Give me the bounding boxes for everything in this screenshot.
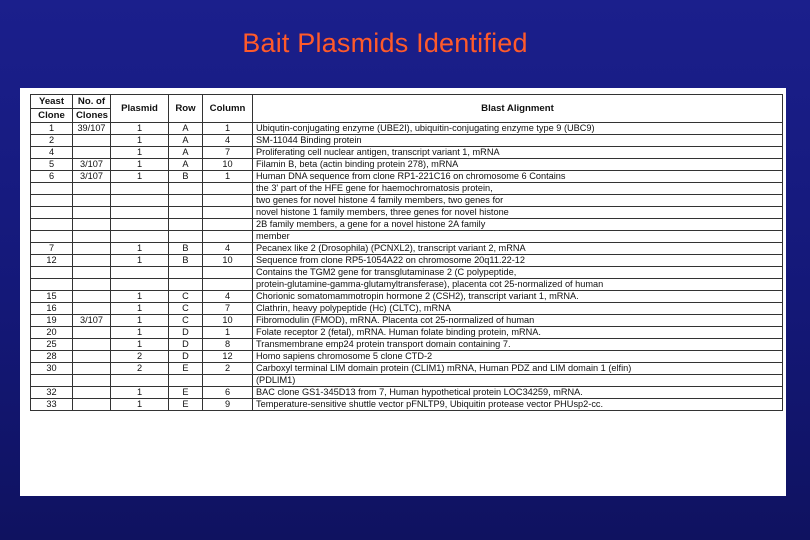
cell-no-of-clones — [73, 351, 111, 363]
cell-plasmid: 1 — [111, 159, 169, 171]
cell-row: E — [169, 363, 203, 375]
cell-no-of-clones — [73, 207, 111, 219]
cell-yeast-clone: 28 — [31, 351, 73, 363]
table-row — [31, 195, 783, 207]
cell-plasmid: 1 — [111, 315, 169, 327]
table-row — [31, 147, 783, 159]
table-row — [31, 267, 783, 279]
cell-row: A — [169, 123, 203, 135]
cell-blast-alignment: Folate receptor 2 (fetal), mRNA. Human folate binding protein, mRNA. — [253, 327, 783, 339]
cell-column: 2 — [203, 363, 253, 375]
cell-yeast-clone — [31, 195, 73, 207]
cell-blast-alignment: Pecanex like 2 (Drosophila) (PCNXL2), transcript variant 2, mRNA — [253, 243, 783, 255]
cell-column — [203, 207, 253, 219]
table-header — [31, 95, 783, 123]
cell-column — [203, 183, 253, 195]
cell-yeast-clone: 32 — [31, 387, 73, 399]
table-row — [31, 399, 783, 411]
cell-blast-alignment: Carboxyl terminal LIM domain protein (CLIM1) mRNA, Human PDZ and LIM domain 1 (elfin) — [253, 363, 783, 375]
cell-row — [169, 183, 203, 195]
table-row — [31, 255, 783, 267]
cell-no-of-clones: 39/107 — [73, 123, 111, 135]
cell-yeast-clone: 5 — [31, 159, 73, 171]
table-row — [31, 183, 783, 195]
cell-yeast-clone — [31, 207, 73, 219]
cell-plasmid — [111, 231, 169, 243]
cell-column — [203, 195, 253, 207]
cell-row: D — [169, 327, 203, 339]
cell-blast-alignment: Transmembrane emp24 protein transport domain containing 7. — [253, 339, 783, 351]
cell-column — [203, 219, 253, 231]
cell-yeast-clone — [31, 375, 73, 387]
table-row — [31, 231, 783, 243]
cell-blast-alignment: Fibromodulin (FMOD), mRNA. Placenta cot 25-normalized of human — [253, 315, 783, 327]
cell-column: 8 — [203, 339, 253, 351]
cell-no-of-clones: 3/107 — [73, 159, 111, 171]
cell-yeast-clone: 12 — [31, 255, 73, 267]
cell-yeast-clone — [31, 183, 73, 195]
table-row — [31, 123, 783, 135]
cell-blast-alignment: Ubiqutin-conjugating enzyme (UBE2I), ubiquitin-conjugating enzyme type 9 (UBC9) — [253, 123, 783, 135]
cell-plasmid — [111, 279, 169, 291]
cell-blast-alignment: novel histone 1 family members, three genes for novel histone — [253, 207, 783, 219]
cell-yeast-clone — [31, 219, 73, 231]
cell-blast-alignment: Sequence from clone RP5-1054A22 on chromosome 20q11.22-12 — [253, 255, 783, 267]
cell-plasmid — [111, 207, 169, 219]
cell-blast-alignment: Contains the TGM2 gene for transglutaminase 2 (C polypeptide, — [253, 267, 783, 279]
cell-row: D — [169, 339, 203, 351]
cell-row — [169, 279, 203, 291]
cell-yeast-clone — [31, 267, 73, 279]
cell-row: B — [169, 243, 203, 255]
cell-column: 6 — [203, 387, 253, 399]
header-yeast-clone: Yeast — [31, 95, 73, 109]
header-blast-alignment: Blast Alignment — [253, 95, 783, 123]
table-row — [31, 303, 783, 315]
cell-yeast-clone: 1 — [31, 123, 73, 135]
cell-no-of-clones — [73, 195, 111, 207]
cell-column — [203, 279, 253, 291]
cell-no-of-clones — [73, 243, 111, 255]
table-row — [31, 171, 783, 183]
cell-blast-alignment: protein-glutamine-gamma-glutamyltransferase), placenta cot 25-normalized of human — [253, 279, 783, 291]
cell-plasmid — [111, 183, 169, 195]
cell-plasmid — [111, 219, 169, 231]
cell-plasmid: 2 — [111, 351, 169, 363]
cell-blast-alignment: Temperature-sensitive shuttle vector pFNLTP9, Ubiquitin protease vector PHUsp2-cc. — [253, 399, 783, 411]
cell-plasmid: 1 — [111, 387, 169, 399]
cell-blast-alignment: BAC clone GS1-345D13 from 7, Human hypothetical protein LOC34259, mRNA. — [253, 387, 783, 399]
cell-blast-alignment: the 3' part of the HFE gene for haemochromatosis protein, — [253, 183, 783, 195]
cell-row — [169, 267, 203, 279]
table-body — [31, 123, 783, 411]
table-row — [31, 375, 783, 387]
cell-plasmid — [111, 267, 169, 279]
cell-no-of-clones — [73, 255, 111, 267]
cell-no-of-clones — [73, 303, 111, 315]
cell-no-of-clones — [73, 291, 111, 303]
cell-column: 1 — [203, 123, 253, 135]
header-no-of-clones: No. of — [73, 95, 111, 109]
cell-yeast-clone — [31, 231, 73, 243]
cell-column: 1 — [203, 171, 253, 183]
cell-column: 1 — [203, 327, 253, 339]
cell-no-of-clones — [73, 231, 111, 243]
cell-row: B — [169, 171, 203, 183]
cell-yeast-clone: 15 — [31, 291, 73, 303]
table-row — [31, 219, 783, 231]
cell-no-of-clones — [73, 387, 111, 399]
cell-column: 7 — [203, 303, 253, 315]
cell-blast-alignment: Filamin B, beta (actin binding protein 278), mRNA — [253, 159, 783, 171]
cell-yeast-clone — [31, 279, 73, 291]
cell-plasmid: 1 — [111, 147, 169, 159]
cell-column: 4 — [203, 291, 253, 303]
cell-plasmid: 1 — [111, 243, 169, 255]
cell-blast-alignment: Proliferating cell nuclear antigen, transcript variant 1, mRNA — [253, 147, 783, 159]
cell-column: 4 — [203, 135, 253, 147]
cell-row — [169, 195, 203, 207]
cell-column — [203, 375, 253, 387]
cell-yeast-clone: 33 — [31, 399, 73, 411]
table-row — [31, 327, 783, 339]
table-row — [31, 315, 783, 327]
cell-no-of-clones — [73, 399, 111, 411]
cell-row — [169, 219, 203, 231]
cell-plasmid: 1 — [111, 399, 169, 411]
cell-no-of-clones — [73, 339, 111, 351]
table-row — [31, 363, 783, 375]
cell-row — [169, 231, 203, 243]
cell-column: 10 — [203, 159, 253, 171]
cell-yeast-clone: 20 — [31, 327, 73, 339]
cell-blast-alignment: 2B family members, a gene for a novel histone 2A family — [253, 219, 783, 231]
cell-column: 9 — [203, 399, 253, 411]
cell-row: B — [169, 255, 203, 267]
cell-blast-alignment: SM-11044 Binding protein — [253, 135, 783, 147]
cell-blast-alignment: Clathrin, heavy polypeptide (Hc) (CLTC), mRNA — [253, 303, 783, 315]
cell-plasmid: 1 — [111, 303, 169, 315]
cell-column — [203, 231, 253, 243]
bait-plasmid-table — [30, 94, 783, 411]
cell-yeast-clone: 19 — [31, 315, 73, 327]
cell-plasmid: 1 — [111, 339, 169, 351]
cell-yeast-clone: 16 — [31, 303, 73, 315]
cell-yeast-clone: 25 — [31, 339, 73, 351]
cell-no-of-clones — [73, 363, 111, 375]
cell-no-of-clones — [73, 375, 111, 387]
cell-blast-alignment: Chorionic somatomammotropin hormone 2 (CSH2), transcript variant 1, mRNA. — [253, 291, 783, 303]
header-yeast-clone-line2: Clone — [31, 109, 73, 123]
cell-column — [203, 267, 253, 279]
cell-no-of-clones — [73, 135, 111, 147]
cell-row: C — [169, 315, 203, 327]
cell-no-of-clones — [73, 183, 111, 195]
cell-no-of-clones — [73, 147, 111, 159]
cell-no-of-clones: 3/107 — [73, 171, 111, 183]
cell-blast-alignment: (PDLIM1) — [253, 375, 783, 387]
cell-row: A — [169, 135, 203, 147]
cell-plasmid: 1 — [111, 291, 169, 303]
document-page — [20, 88, 786, 496]
table-row — [31, 339, 783, 351]
cell-yeast-clone: 4 — [31, 147, 73, 159]
cell-plasmid — [111, 195, 169, 207]
cell-yeast-clone: 7 — [31, 243, 73, 255]
cell-plasmid: 1 — [111, 123, 169, 135]
cell-row — [169, 375, 203, 387]
header-row: Row — [169, 95, 203, 123]
cell-plasmid: 1 — [111, 171, 169, 183]
header-no-of-clones-line2: Clones — [73, 109, 111, 123]
cell-column: 10 — [203, 255, 253, 267]
header-plasmid: Plasmid — [111, 95, 169, 123]
cell-no-of-clones: 3/107 — [73, 315, 111, 327]
cell-column: 10 — [203, 315, 253, 327]
cell-blast-alignment: Human DNA sequence from clone RP1-221C16 on chromosome 6 Contains — [253, 171, 783, 183]
cell-plasmid: 2 — [111, 363, 169, 375]
cell-row: C — [169, 303, 203, 315]
slide-title: Bait Plasmids Identified — [242, 28, 528, 58]
cell-plasmid — [111, 375, 169, 387]
table-row — [31, 351, 783, 363]
cell-plasmid: 1 — [111, 327, 169, 339]
cell-no-of-clones — [73, 267, 111, 279]
cell-yeast-clone: 30 — [31, 363, 73, 375]
cell-plasmid: 1 — [111, 255, 169, 267]
cell-no-of-clones — [73, 219, 111, 231]
cell-row: E — [169, 387, 203, 399]
cell-no-of-clones — [73, 279, 111, 291]
cell-column: 12 — [203, 351, 253, 363]
header-column: Column — [203, 95, 253, 123]
cell-plasmid: 1 — [111, 135, 169, 147]
table-row — [31, 387, 783, 399]
cell-row — [169, 207, 203, 219]
table-row — [31, 291, 783, 303]
cell-column: 7 — [203, 147, 253, 159]
cell-row: C — [169, 291, 203, 303]
table-row — [31, 243, 783, 255]
cell-row: A — [169, 147, 203, 159]
cell-row: A — [169, 159, 203, 171]
table-row — [31, 159, 783, 171]
cell-yeast-clone: 2 — [31, 135, 73, 147]
table-row — [31, 207, 783, 219]
cell-yeast-clone: 6 — [31, 171, 73, 183]
table-row — [31, 279, 783, 291]
cell-blast-alignment: two genes for novel histone 4 family members, two genes for — [253, 195, 783, 207]
cell-no-of-clones — [73, 327, 111, 339]
table-row — [31, 135, 783, 147]
cell-column: 4 — [203, 243, 253, 255]
cell-blast-alignment: Homo sapiens chromosome 5 clone CTD-2 — [253, 351, 783, 363]
cell-blast-alignment: member — [253, 231, 783, 243]
cell-row: D — [169, 351, 203, 363]
cell-row: E — [169, 399, 203, 411]
